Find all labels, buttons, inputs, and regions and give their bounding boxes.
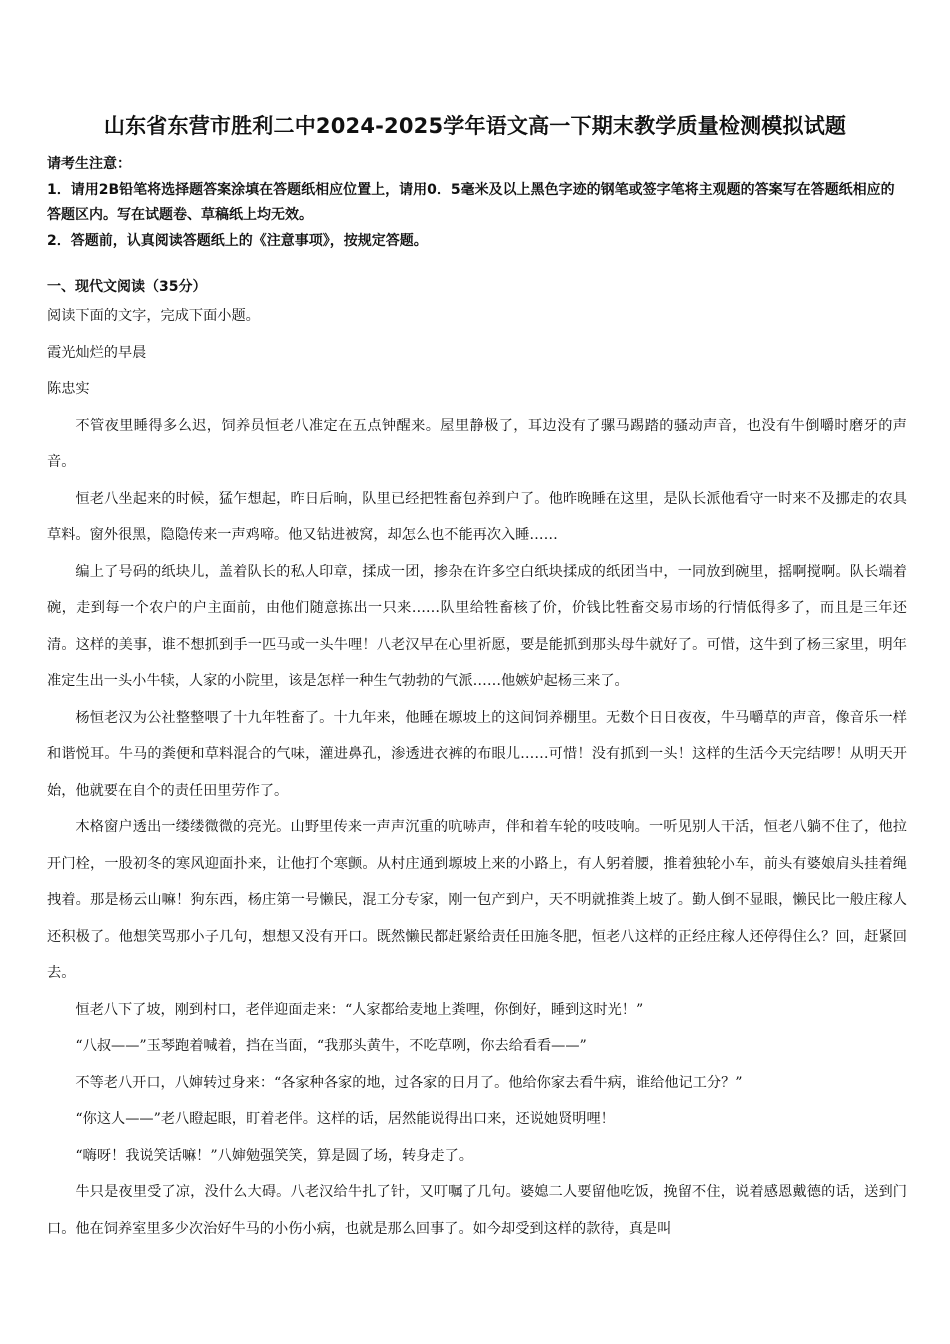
story-paragraph: “你这人——”老八瞪起眼，盯着老伴。这样的话，居然能说得出口来，还说她贤明哩！ bbox=[75, 1111, 615, 1127]
story-paragraph: 编上了号码的纸块儿，盖着队长的私人印章，揉成一团，掺杂在许多空白纸块揉成的纸团当中，一同放到碗里，摇啊搅啊。队长端着碗，走到每一个农户的户主面前，由他们随意拣出一只来……队里给牲畜核了价，价钱比牲畜交易市场的行情低得多了，而且是三年还清。这样的美事，谁不想抓到手一匹马或一头牛哩！八老汉早在心里祈愿，要是能抓到那头母牛就好了。可惜，这牛到了杨三家里，明年准定生出一头小牛犊，人家的小院里，该是怎样一种生气勃勃的气派……他嫉妒起杨三来了。 bbox=[47, 563, 907, 689]
notice-heading: 请考生注意： bbox=[47, 156, 131, 172]
story-paragraph: 恒老八坐起来的时候，猛乍想起，昨日后晌，队里已经把牲畜包养到户了。他昨晚睡在这里，是队长派他看守一时来不及挪走的农具草料。窗外很黑，隐隐传来一声鸡啼。他又钻进被窝，却怎么也不能再次入睡…… bbox=[47, 490, 907, 543]
notice-item-1: 1．请用2B铅笔将选择题答案涂填在答题纸相应位置上，请用0．5毫米及以上黑色字迹的钢笔或签字笔将主观题的答案写在答题纸相应的答题区内。写在试题卷、草稿纸上均无效。 bbox=[47, 181, 895, 223]
reading-passage bbox=[47, 298, 907, 1247]
reading-instruction: 阅读下面的文字，完成下面小题。 bbox=[47, 308, 260, 324]
story-paragraph: 恒老八下了坡，刚到村口，老伴迎面走来：“人家都给麦地上粪哩，你倒好，睡到这时光！” bbox=[75, 1001, 644, 1018]
story-paragraph: “八叔——”玉琴跑着喊着，挡在当面，“我那头黄牛，不吃草咧，你去给看看——” bbox=[75, 1038, 587, 1054]
story-paragraph: 木格窗户透出一缕缕微微的亮光。山野里传来一声声沉重的吭哧声，伴和着车轮的吱吱响。一听见别人干活，恒老八躺不住了，他拉开门栓，一股初冬的寒风迎面扑来，让他打个寒颤。从村庄通到塬坡上来的小路上，有人躬着腰，推着独轮小车，前头有婆娘肩头挂着绳拽着。那是杨云山嘛！狗东西，杨庄第一号懒民，混工分专家，刚一包产到户，天不明就推粪上坡了。勤人倒不显眼，懒民比一般庄稼人还积极了。他想笑骂那小子几句，想想又没有开口。既然懒民都赶紧给责任田施冬肥，恒老八这样的正经庄稼人还停得住么？回，赶紧回去。 bbox=[47, 819, 907, 981]
story-paragraph: 不等老八开口，八婶转过身来：“各家种各家的地，过各家的日月了。他给你家去看牛病，谁给他记工分？” bbox=[75, 1074, 743, 1091]
candidate-notice bbox=[47, 152, 907, 254]
section-heading: 一、现代文阅读（35分） bbox=[47, 279, 207, 295]
exam-title: 山东省东营市胜利二中2024-2025学年语文高一下期末教学质量检测模拟试题 bbox=[103, 114, 847, 138]
notice-item-2: 2．答题前，认真阅读答题纸上的《注意事项》，按规定答题。 bbox=[47, 232, 428, 249]
story-paragraph: 不管夜里睡得多么迟，饲养员恒老八准定在五点钟醒来。屋里静极了，耳边没有了骡马踢踏的骚动声音，也没有牛倒嚼时磨牙的声音。 bbox=[47, 417, 907, 470]
story-title: 霞光灿烂的早晨 bbox=[47, 344, 147, 361]
story-paragraph: “嗨呀！我说笑话嘛！”八婶勉强笑笑，算是圆了场，转身走了。 bbox=[75, 1147, 473, 1164]
story-paragraph: 杨恒老汉为公社整整喂了十九年牲畜了。十九年来，他睡在塬坡上的这间饲养棚里。无数个日日夜夜，牛马嚼草的声音，像音乐一样和谐悦耳。牛马的粪便和草料混合的气味，灌进鼻孔，渗透进衣裤的布眼儿……可惜！没有抓到一头！这样的生活今天完结啰！从明天开始，他就要在自个的责任田里劳作了。 bbox=[47, 709, 907, 799]
story-paragraph: 牛只是夜里受了凉，没什么大碍。八老汉给牛扎了针，又叮嘱了几句。婆媳二人要留他吃饭，挽留不住，说着感恩戴德的话，送到门口。他在饲养室里多少次治好牛马的小伤小病，也就是那么回事了。如今却受到这样的款待，真是叫 bbox=[47, 1184, 907, 1237]
story-author: 陈忠实 bbox=[47, 381, 90, 397]
